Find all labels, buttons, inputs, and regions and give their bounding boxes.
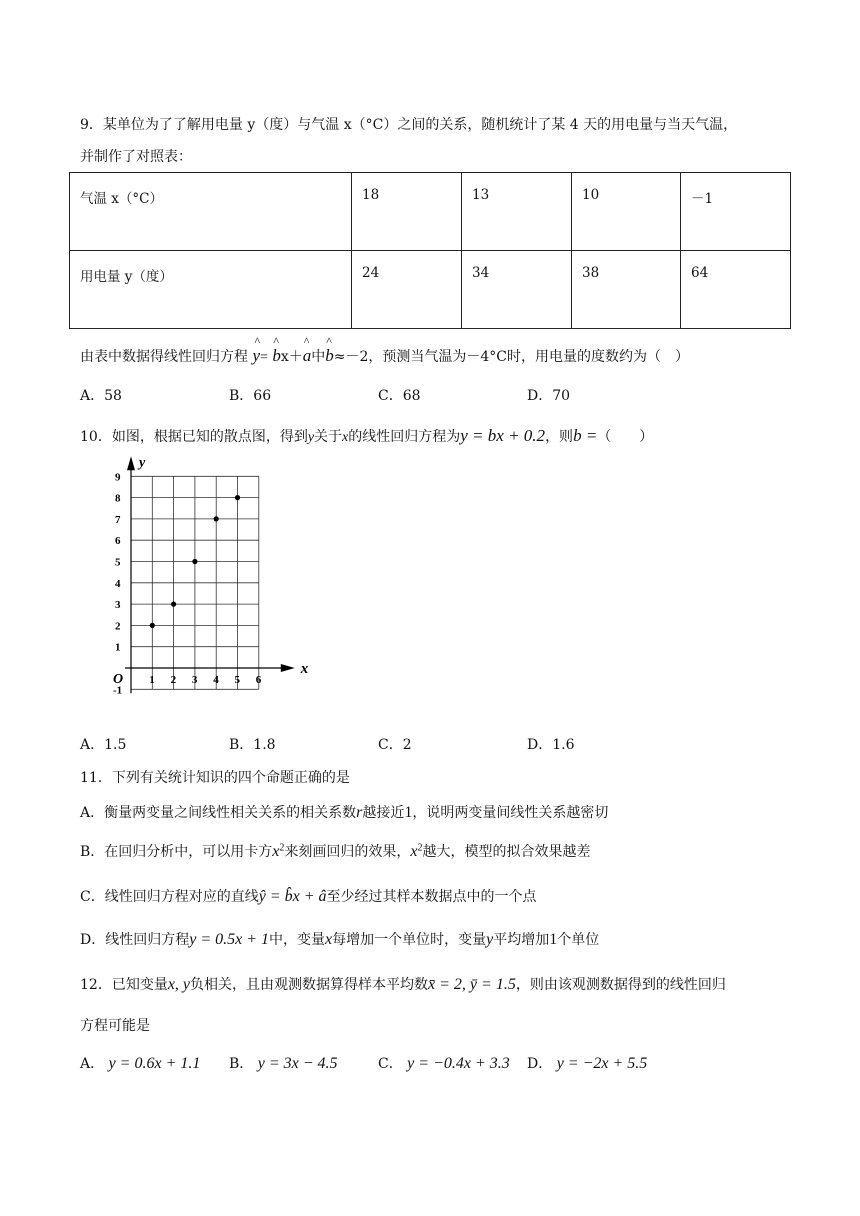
- data-point: [171, 602, 176, 607]
- q10-option-c[interactable]: C．2: [378, 737, 412, 753]
- q12-option-a[interactable]: A． y = 0.6x + 1.1: [80, 1055, 201, 1072]
- table-cell: 10: [572, 173, 681, 251]
- x-tick-label: 2: [170, 674, 177, 686]
- q9-option-b[interactable]: B．66: [229, 388, 272, 404]
- y-tick-label: 1: [115, 641, 121, 654]
- chart-grid: [131, 476, 259, 689]
- table-cell: 34: [462, 251, 572, 329]
- q9-option-a[interactable]: A．58: [80, 388, 122, 404]
- q10-option-a[interactable]: A．1.5: [80, 737, 127, 753]
- y-hat: ^ y: [252, 334, 261, 365]
- q9-stem-line2: 并制作了对照表：: [80, 149, 192, 165]
- x-axis-arrow-icon: [281, 664, 295, 672]
- q12-option-d[interactable]: D． y = −2x + 5.5: [527, 1055, 648, 1072]
- q12-means: x̄ = 2, ȳ = 1.5: [428, 976, 516, 993]
- q10-stem: 10．如图，根据已知的散点图，得到y关于x的线性回归方程为y = bx + 0.2，则b =（ ）: [80, 426, 654, 445]
- b-hat: ^ b: [272, 334, 281, 365]
- data-point: [192, 559, 197, 564]
- y-tick-label: 2: [115, 620, 121, 633]
- data-point: [214, 516, 219, 521]
- y-tick-label: 8: [115, 492, 121, 505]
- table-row-label: 气温 x（°C）: [70, 173, 352, 251]
- table-cell: 13: [462, 173, 572, 251]
- y-tick-label: 7: [115, 513, 121, 526]
- x-tick-label: 6: [255, 674, 262, 686]
- q10-b-hat: b =: [573, 426, 598, 445]
- table-cell: 18: [352, 173, 462, 251]
- q10-equation: y = bx + 0.2: [460, 426, 546, 445]
- q11-option-a[interactable]: A．衡量两变量之间线性相关关系的相关系数r越接近1，说明两变量间线性关系越密切: [80, 804, 609, 821]
- q10-option-d[interactable]: D．1.6: [527, 737, 575, 753]
- table-cell: 38: [572, 251, 681, 329]
- b-hat: ^ b: [325, 334, 334, 365]
- table-row: [70, 173, 791, 251]
- data-point: [150, 623, 155, 628]
- y-tick-label: 9: [115, 471, 121, 484]
- origin-label: O: [113, 672, 124, 687]
- q9-stem-line1: 9．某单位为了了解用电量 y（度）与气温 x（°C）之间的关系，随机统计了某 4 天的用电量与当天气温，: [80, 117, 738, 133]
- q11-option-d[interactable]: D．线性回归方程y = 0.5x + 1中，变量x每增加一个单位时，变量y平均增加1个单位: [80, 931, 600, 948]
- y-tick-label: 4: [115, 577, 121, 590]
- table-cell: 64: [681, 251, 791, 329]
- q12-stem-line1: 12．已知变量x, y负相关，且由观测数据算得样本平均数x̄ = 2, ȳ = 1.5，则由该观测数据得到的线性回归: [80, 976, 726, 993]
- x-tick-label: 5: [234, 674, 240, 686]
- q11-option-c[interactable]: C．线性回归方程对应的直线ŷ = b̂x + â至少经过其样本数据点中的一个点: [80, 888, 537, 905]
- q12-option-c[interactable]: C． y = −0.4x + 3.3: [378, 1055, 510, 1072]
- q9-option-c[interactable]: C．68: [378, 388, 421, 404]
- x-axis-label: x: [300, 661, 309, 677]
- y-tick-label: 6: [115, 535, 121, 548]
- y-axis-arrow-icon: [127, 456, 135, 470]
- q11-stem: 11．下列有关统计知识的四个命题正确的是: [80, 770, 350, 786]
- q11-c-equation: ŷ = b̂x + â: [258, 888, 327, 905]
- x-tick-label: 1: [149, 674, 155, 686]
- data-point: [235, 495, 240, 500]
- y-axis-label: y: [139, 455, 146, 471]
- chart-ticks: [113, 471, 262, 696]
- x-tick-label: 3: [191, 674, 198, 686]
- x-tick-label: 4: [213, 674, 219, 686]
- a-hat: ^ a: [302, 334, 312, 365]
- q12-option-b[interactable]: B． y = 3x − 4.5: [229, 1055, 338, 1072]
- scatter-plot: [95, 455, 320, 698]
- table-row-label: 用电量 y（度）: [70, 251, 352, 329]
- y-tick-label: 5: [115, 556, 121, 569]
- q11-d-equation: y = 0.5x + 1: [189, 931, 270, 948]
- q12-stem-line2: 方程可能是: [80, 1018, 150, 1034]
- q9-data-table: [69, 172, 791, 329]
- q9-option-d[interactable]: D．70: [527, 388, 571, 404]
- table-row: [70, 251, 791, 329]
- q10-option-b[interactable]: B．1.8: [229, 737, 276, 753]
- q9-regression-stem: 由表中数据得线性回归方程 ^ y= ^ bx＋ ^ a中 ^ b≈－2，预测当气温为－4°C时，用电量的度数约为（ ）: [80, 334, 690, 365]
- y-tick-label: 3: [115, 599, 121, 612]
- table-cell: －1: [681, 173, 791, 251]
- q11-option-b[interactable]: B．在回归分析中，可以用卡方$x^2$来刻画回归的效果，$x^2$越大，模型的拟合效果越差: [80, 842, 591, 860]
- chart-axes: [113, 455, 309, 693]
- table-cell: 24: [352, 251, 462, 329]
- y-tick-label: -1: [113, 684, 123, 697]
